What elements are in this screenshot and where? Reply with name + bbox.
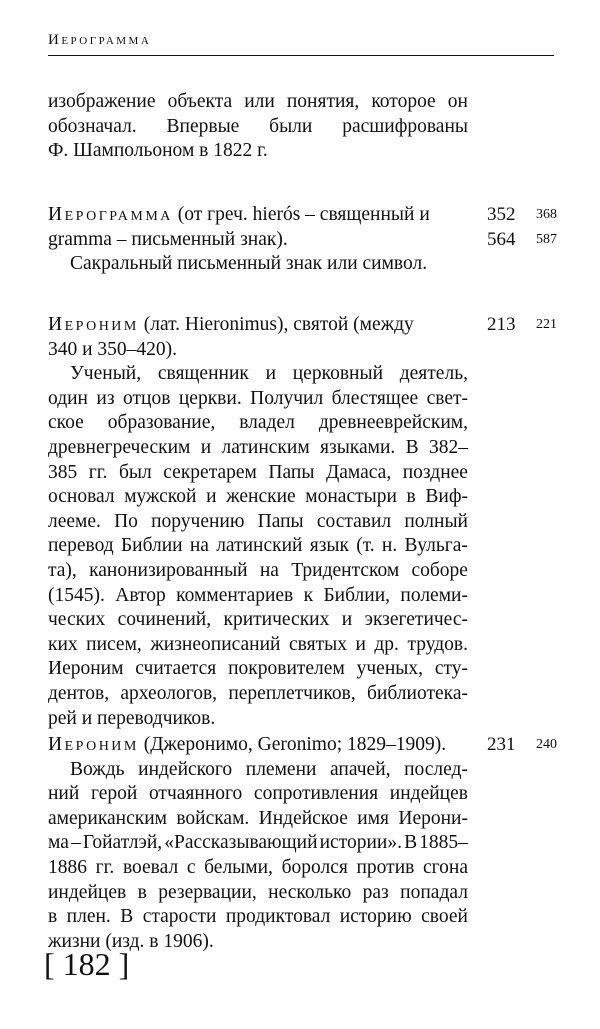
ref-page: 564 [487, 228, 516, 250]
page-refs [487, 203, 557, 252]
ref-page: 231 [487, 734, 516, 755]
text-line: 340 и 350–420). [48, 338, 178, 360]
text-line: изображение объекта или понятия, которое он [48, 91, 468, 112]
ref-page: 221 [536, 317, 557, 332]
head-line-rest: (Джеронимо, Geronimo; 1829–1909). [138, 734, 447, 755]
definition-line: Сакральный письменный знак или символ. [70, 253, 428, 275]
page-refs [487, 733, 557, 758]
text-line: жизни (изд. в 1906). [48, 930, 214, 952]
text-line: обозначал. Впервые были расшифрованы [48, 115, 468, 137]
text-line: 1886 гг. воевал с белыми, боролся против сгона [48, 856, 468, 878]
text-line: древнегреческим и латинским языками. В 382– [48, 436, 468, 458]
text-line: рей и переводчиков. [48, 707, 216, 729]
text-line: Иероним считается покровителем ученых, сту- [48, 658, 468, 680]
text-line: та), канонизированный на Тридентском соборе [48, 559, 468, 581]
text-line: Ф. Шампольоном в 1822 г. [48, 140, 268, 162]
headword: Иероним [48, 314, 139, 335]
text-line: (1545). Автор комментариев к Библии, полеми- [48, 584, 468, 606]
text-line: Ученый, священник и церковный деятель, [70, 363, 468, 385]
ref-page: 352 [487, 204, 516, 225]
ref-page: 587 [536, 231, 557, 247]
header-rule [48, 55, 554, 56]
page-number: [ 182 ] [44, 946, 130, 982]
text-line: Вождь индейского племени апачей, послед- [70, 758, 468, 780]
text-line: лееме. По поручению Папы составил полный [48, 510, 468, 532]
ref-page: 240 [536, 737, 557, 752]
text-line: ний герой отчаянного сопротивления индейцев [48, 783, 468, 805]
text-line: дентов, археологов, переплетчиков, библиотека- [48, 682, 468, 704]
headword: Иерограмма [48, 204, 173, 225]
text-line: индейцев в резервации, несколько раз попадал [48, 881, 468, 903]
text-line: 385 гг. был секретарем Папы Дамаса, позднее [48, 461, 468, 483]
text-line: один из отцов церкви. Получил блестящее свет- [48, 387, 468, 409]
text-line: ких писем, жизнеописаний святых и др. трудов. [48, 633, 468, 655]
text-line: gramma – письменный знак). [48, 228, 288, 250]
entry-ieronim-saint [48, 313, 468, 731]
text-line: ма – Гойатлэй, «Рассказывающий истории». В 1885– [48, 832, 468, 854]
headword: Иероним [48, 734, 139, 755]
entry-ierogramma [48, 203, 468, 277]
text-line: в плен. В старости продиктовал историю своей [48, 906, 468, 928]
text-line: американским войскам. Индейское имя Иерони- [48, 807, 468, 829]
running-head: Иерограмма [48, 32, 152, 48]
ref-page: 368 [536, 207, 557, 222]
ref-page: 213 [487, 314, 516, 335]
head-line-rest: (от греч. hierós – священный и [172, 204, 430, 225]
page-refs [487, 313, 557, 338]
text-line: ческих сочинений, критических и экзегетичес- [48, 609, 468, 631]
text-line: основал мужской и женские монастыри в Виф- [48, 486, 468, 508]
head-line-rest: (лат. Hieronimus), святой (между [138, 314, 414, 335]
continuation-fragment [48, 90, 468, 164]
text-line: перевод Библии на латинский язык (т. н. Вульга- [48, 535, 468, 557]
entry-ieronim-geronimo [48, 733, 468, 954]
text-line: ское образование, владел древнееврейским, [48, 412, 468, 434]
